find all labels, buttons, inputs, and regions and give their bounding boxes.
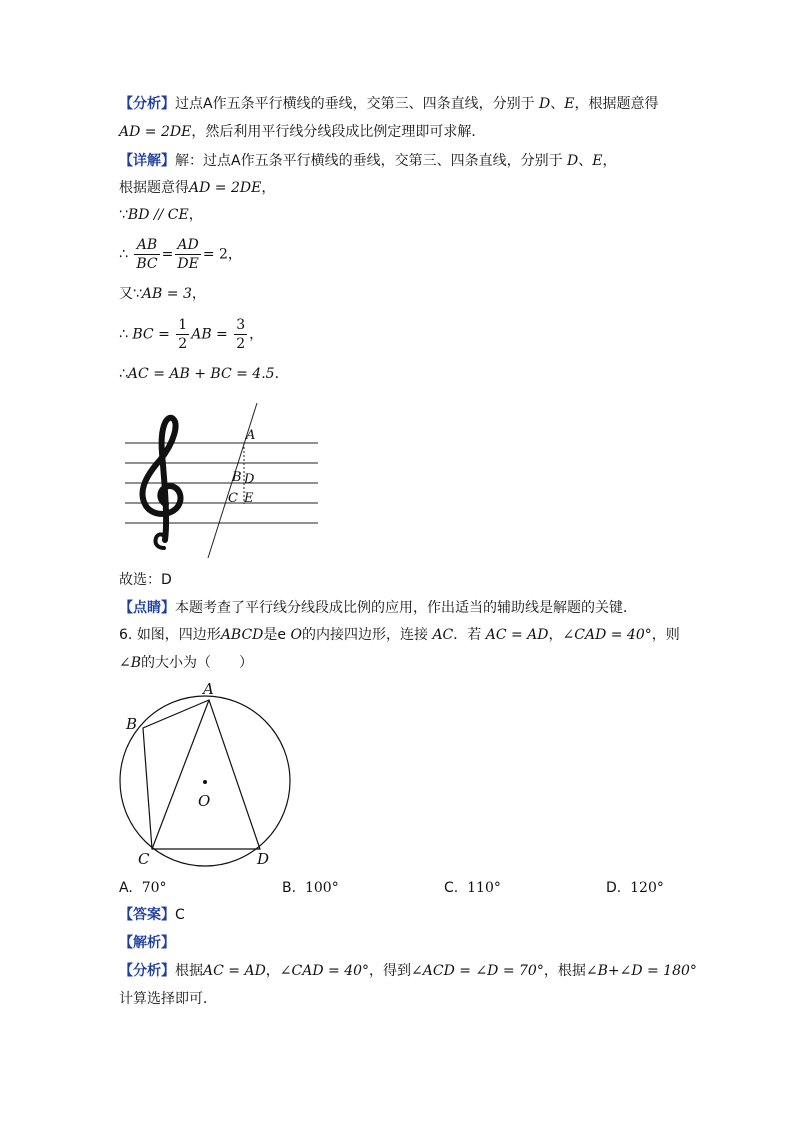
analysis-line-2: AD = 2DE，然后利用平行线分线段成比例定理即可求解． — [119, 124, 486, 140]
analysis2-line-1: 【分析】根据AC = AD，∠CAD = 40°，得到∠ACD = ∠D = 70°，根据∠B+∠D = 180° — [119, 963, 697, 979]
fraction-half: $\frac{1}{2}$ — [178, 317, 188, 352]
explanation-tag: 【解析】 — [119, 935, 175, 951]
svg-text:B: B — [126, 715, 138, 733]
analysis-line-1: 【分析】过点A作五条平行横线的垂线，交第三、四条直线，分别于 D、E，根据题意得 — [119, 96, 659, 112]
circle-symbol: e — [277, 627, 287, 643]
detail-line-bc: ∴ BC = $\frac{1}{2}$ AB = $\frac{3}{2}$ ， — [119, 317, 264, 352]
fraction-three-halves: $\frac{3}{2}$ — [236, 317, 246, 352]
detail-tag: 【详解】 — [119, 153, 175, 169]
svg-text:A: A — [203, 680, 214, 698]
option-d[interactable]: D. 120° — [606, 880, 664, 896]
question6-line-1: 6. 如图，四边形ABCD是e O的内接四边形，连接 AC．若 AC = AD，∠CAD = 40°，则 — [119, 627, 680, 643]
center-point — [203, 780, 207, 784]
detail-line-1: 【详解】解：过点A作五条平行横线的垂线，交第三、四条直线，分别于 D、E， — [119, 153, 617, 169]
option-b[interactable]: B. 100° — [282, 880, 339, 896]
comment-tag: 【点睛】 — [119, 600, 175, 616]
svg-text:D: D — [257, 850, 270, 868]
detail-line-2: 根据题意得AD = 2DE， — [119, 180, 276, 196]
svg-text:E: E — [244, 491, 254, 506]
analysis2-tag: 【分析】 — [119, 963, 175, 979]
choice-line: 故选：D — [119, 572, 172, 588]
staff-figure — [120, 398, 320, 560]
comment-line: 【点睛】本题考查了平行线分线段成比例的应用，作出适当的辅助线是解题的关键． — [119, 600, 637, 616]
question6-line-2: ∠B的大小为（ ） — [119, 655, 254, 671]
detail-line-ratio: ∴ $\frac{AB}{BC}$ = $\frac{AD}{DE}$ = 2， — [119, 237, 242, 272]
analysis2-line-2: 计算选择即可． — [119, 991, 217, 1007]
detail-line-ab: 又∵AB = 3， — [119, 286, 206, 302]
analysis-tag: 【分析】 — [119, 96, 175, 112]
svg-text:O: O — [198, 792, 211, 810]
svg-text:C: C — [228, 491, 238, 506]
answer-line: 【答案】C — [119, 907, 185, 923]
answer-tag: 【答案】 — [119, 907, 175, 923]
option-a[interactable]: A. 70° — [119, 880, 167, 896]
fraction-ab-bc: $\frac{AB}{BC}$ — [136, 237, 158, 272]
svg-text:D: D — [244, 472, 255, 487]
segment-ac — [152, 700, 209, 849]
svg-text:C: C — [138, 850, 150, 868]
detail-line-ac: ∴AC = AB + BC = 4.5． — [119, 366, 289, 382]
circle-figure — [115, 678, 300, 868]
svg-text:B: B — [232, 470, 242, 485]
svg-text:A: A — [246, 428, 256, 443]
detail-line-3: ∵BD // CE， — [119, 207, 203, 223]
fraction-ad-de: $\frac{AD}{DE}$ — [177, 237, 199, 272]
option-c[interactable]: C. 110° — [444, 880, 501, 896]
